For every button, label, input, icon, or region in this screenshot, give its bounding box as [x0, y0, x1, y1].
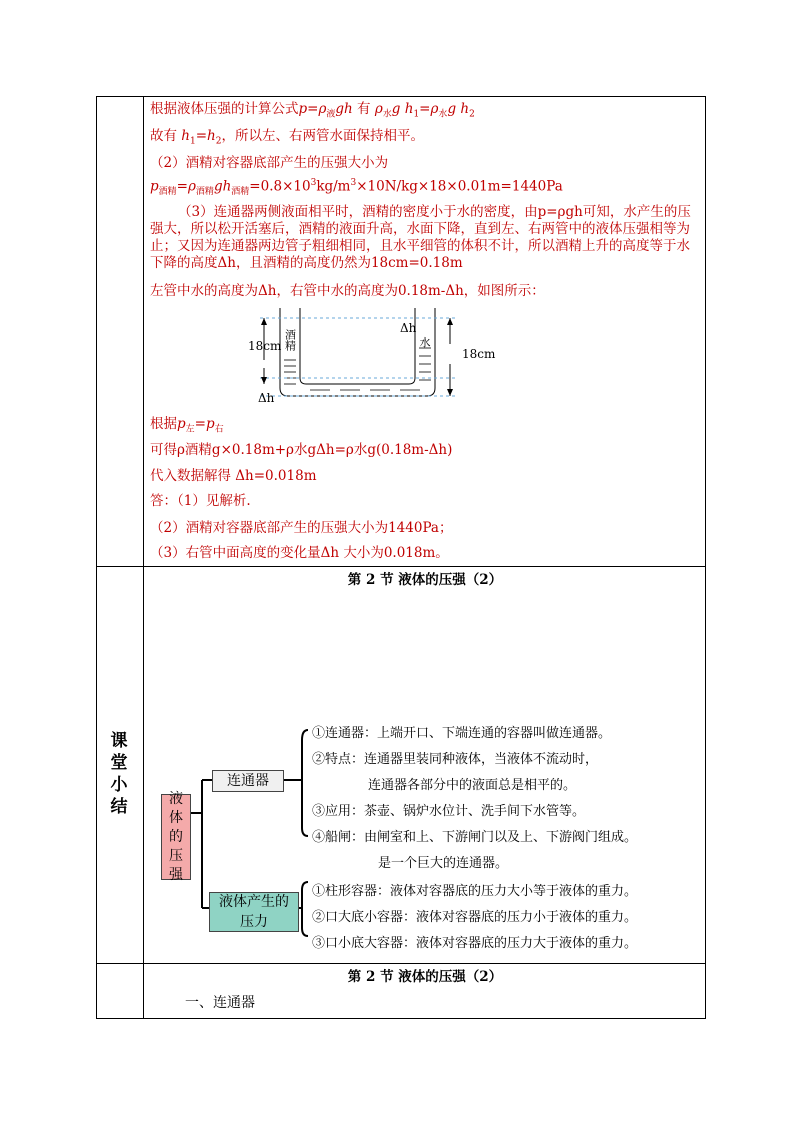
row-divider-2 [96, 963, 706, 964]
notes-section-title: 第 2 节 液体的压强（2） [347, 969, 503, 985]
dh-bottom-label: Δh [258, 391, 275, 405]
alcohol-label: 酒精 [283, 329, 297, 351]
solution-line-4: $p_{酒精}=\rho_{酒精}gh_{酒精}=0.8\times 10^3kg/m^3\times 10N/kg\times 18\times 0.01m=1440Pa$ [150, 178, 563, 198]
dh-top-label: Δh [400, 321, 417, 335]
summary-side-label: 课堂小结 [110, 731, 128, 817]
mindmap-branch-connector: 连通器 [212, 770, 284, 792]
connector-item-4: ③应用：茶壶、锅炉水位计、洗手间下水管等。 [312, 804, 586, 819]
connector-item-2: ②特点：连通器里装同种液体，当液体不流动时， [312, 752, 599, 767]
solution-line-2: 故有 $h_1=h_2$，所以左、右两管水面保持相平。 [150, 128, 424, 147]
solution-line-8: 代入数据解得 Δh=0.018m [150, 468, 317, 484]
connector-item-6: 是一个巨大的连通器。 [378, 856, 509, 871]
notes-heading: 一、连通器 [185, 995, 255, 1011]
solution-line-9: 答：（1）见解析. [150, 493, 251, 509]
solution-line-1: 根据液体压强的计算公式$p=\rho_液gh$ 有 $\rho_水g$ $h_1=\rho_水g$ $h_2$ [150, 101, 475, 120]
solution-line-11: （3）右管中面高度的变化量Δh 大小为0.018m。 [150, 545, 449, 561]
solution-line-3: （2）酒精对容器底部产生的压强大小为 [150, 155, 389, 171]
water-label: 水 [419, 336, 431, 349]
connector-item-3: 连通器各部分中的液面总是相平的。 [368, 778, 577, 793]
mindmap-branch-pressure: 液体产生的压力 [209, 892, 299, 932]
pressure-item-2: ②口大底小容器：液体对容器底的压力小于液体的重力。 [312, 910, 638, 925]
row-divider-1 [96, 566, 706, 567]
mindmap-root: 液体的压强 [161, 794, 191, 880]
solution-line-10: （2）酒精对容器底部产生的压强大小为1440Pa； [150, 520, 453, 536]
summary-section-title: 第 2 节 液体的压强（2） [347, 572, 503, 588]
u-tube-diagram [240, 300, 496, 410]
solution-line-6: 根据$p_左=p_右$ [150, 416, 224, 435]
solution-line-7: 可得ρ酒精g×0.18m+ρ水gΔh=ρ水g(0.18m-Δh) [150, 442, 453, 458]
solution-paragraph-3: （3）连通器两侧液面相平时，酒精的密度小于水的密度，由p=ρgh可知，水产生的压强大，所以松开活塞后，酒精的液面升高，水面下降，直到左、右两管中的液体压强相等为止；又因为连通器两边管子粗细相同，且水平细管的体积不计，所以酒精上升的高度等于水下降的高度Δh，且酒精的高度仍然为18cm=0.18m [150, 204, 691, 271]
right-height-label: 18cm [462, 347, 496, 361]
pressure-item-1: ①柱形容器：液体对容器底的压力大小等于液体的重力。 [312, 884, 638, 899]
left-height-label: 18cm [248, 339, 282, 353]
solution-line-5: 左管中水的高度为Δh，右管中水的高度为0.18m-Δh，如图所示： [150, 283, 545, 299]
connector-item-1: ①连通器：上端开口、下端连通的容器叫做连通器。 [312, 726, 612, 741]
connector-item-5: ④船闸：由闸室和上、下游闸门以及上、下游阀门组成。 [312, 830, 638, 845]
pressure-item-3: ③口小底大容器：液体对容器底的压力大于液体的重力。 [312, 936, 638, 951]
column-divider [143, 96, 144, 1019]
